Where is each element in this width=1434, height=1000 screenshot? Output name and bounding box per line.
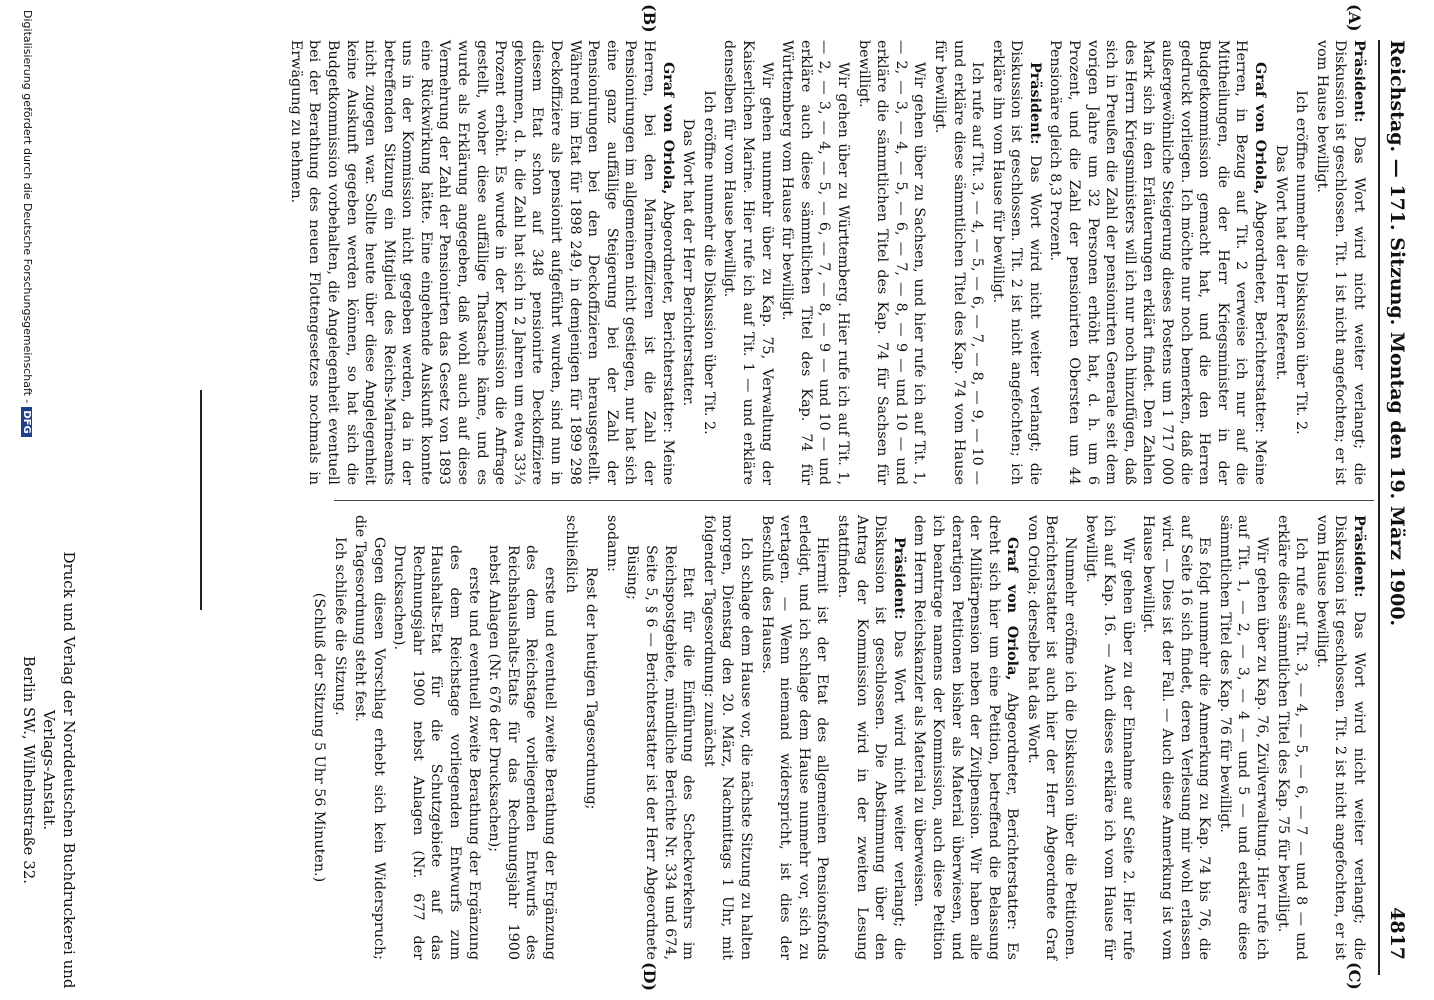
paragraph: Ich schlage dem Hause vor, die nächste Sitzung zu halten morgen, Dienstag den 20. März, Nachmittags 1 Uhr, mit folgender Tagesordnung: zunächst bbox=[700, 515, 754, 960]
paragraph: Wir gehen über zu Kap. 76, Zivilverwaltung. Hier rufe ich auf Tit. 1, — 2, — 3, — 4 — und 5 — und erkläre diese sämmtlichen Titel des Kap. 76 für bewilligt. bbox=[1216, 515, 1271, 960]
paragraph: schließlich bbox=[562, 515, 579, 594]
paragraph: Graf von Oriola, Abgeordneter, Berichterstatter: Meine Herren, bei den Marineoffizieren ist die Zahl der Pensionirungen im allgemeinen nicht gestiegen, nur hat sich eine ganz auffällige Steigerung bei der Zahl der Pensionirungen bei den Deckoffizieren herausgestellt. Während im Etat für 1898 249, in demjenigen für 1899 298 Deckoffiziere als pensionirt aufgeführt wurden, sind nun in diesem Etat schon auf 348 pensionirte Deckoffiziere gekommen, d. h. die Zahl hat sich in 2 Jahren um etwa 33⅓ Prozent erhöht. Es wurde in der Kommission die Anfrage gestellt, woher diese auffällige Thatsache käme, und es wurde als Erklärung angegeben, daß wohl auch auf diese Vermehrung der Zahl der Pensionirten das Gesetz von 1893 eine Rückwirkung hätte. Eine eingehende Auskunft konnte uns in der Kommission nicht gegeben werden, da in der betreffenden Sitzung ein Mitglied des Reichs-Marineamts nicht zugegen war. Sollte heute über diese Angelegenheit keine Auskunft gegeben werden können, so hat sich die Budgetkommission vorbehalten, die Angelegenheit eventuell bei der Berathung des neuen Flottengesetzes nochmals in Erwägung zu nehmen. bbox=[287, 40, 676, 485]
agenda-item: Rest der heutigen Tagesordnung; bbox=[583, 567, 600, 810]
column-separator bbox=[334, 500, 1374, 501]
end-rule-left bbox=[200, 390, 202, 610]
margin-mark-a: (A) bbox=[1345, 4, 1364, 32]
session-end-note: (Schluß der Sitzung 5 Uhr 56 Minuten.) bbox=[310, 592, 327, 883]
paragraph: Nunmehr eröffne ich die Diskussion über die Petitionen. Berichterstatter ist auch hier der Herr Abgeordnete Graf von Oriola; derselbe hat das Wort. bbox=[1024, 515, 1079, 960]
paragraph: Das Wort hat der Herr Referent. bbox=[1272, 144, 1289, 381]
paragraph: Präsident: Das Wort wird nicht weiter verlangt; die Diskussion ist geschlossen. Tit. 1 ist nicht angefochten; er ist vom Hause bewilligt. bbox=[1313, 40, 1367, 485]
header-title: Reichstag. — 171. Sitzung. Montag den 19. März 1900. bbox=[1386, 40, 1408, 627]
paragraph: Gegen diesen Vorschlag erhebt sich kein Widerspruch; die Tagesordnung steht fest. bbox=[352, 515, 387, 960]
paragraph: Graf von Oriola, Abgeordneter, Berichterstatter: Es dreht sich hier um eine Petition, betreffend die Belassung der Militärpension neben der Zivilpension. Wir haben alle derartigen Petitionen bisher als Material überwiesen, und ich beantrage namens der Kommission, auch diese Petition dem Herrn Reichskanzler als Material zu überweisen. bbox=[911, 515, 1021, 960]
digitization-text: Digitalisierung gefördert durch die Deutsche Forschungsgemeinschaft - bbox=[21, 10, 34, 404]
margin-mark-c: (C) bbox=[1345, 962, 1364, 990]
printer-line-2: Berlin SW., Wilhelmstraße 32. bbox=[20, 655, 38, 885]
header-rule bbox=[1378, 40, 1380, 975]
printer-line-1: Druck und Verlag der Norddeutschen Buchdruckerei und Verlags-Anstalt. bbox=[40, 551, 78, 989]
speaker-name: Präsident: bbox=[890, 537, 907, 620]
margin-mark-b: (B) bbox=[640, 4, 659, 33]
right-column bbox=[307, 515, 1368, 960]
agenda-item: Etat für die Einführung des Scheckverkehrs im Reichspostgebiete, mündliche Berichte Nr. 334 und 674, Seite 5, § 6 — Berichterstatter ist der Herr Abgeordnete Büsing; bbox=[624, 545, 697, 960]
paragraph: Ich schließe die Sitzung. bbox=[331, 537, 348, 716]
paragraph: Ich rufe auf Tit. 3, — 4, — 5, — 6, — 7 — und 8 — und erkläre diese sämmtlichen Titel des Kap. 75 für bewilligt. bbox=[1274, 515, 1310, 960]
margin-mark-d: (D) bbox=[640, 962, 659, 992]
paragraph: Wir gehen nunmehr über zu Kap. 75, Verwaltung der Kaiserlichen Marine. Hier rufe ich auf Tit. 1 — und erkläre denselben für vom Hause bewilligt. bbox=[721, 40, 775, 485]
paragraph: Präsident: Das Wort wird nicht weiter verlangt; die Diskussion ist geschlossen. Die Abstimmung über den Antrag der Kommission wird in der zweiten Lesung stattfinden. bbox=[834, 515, 907, 960]
left-column bbox=[284, 40, 1368, 485]
paragraph: Hiermit ist der Etat des allgemeinen Pensionsfonds erledigt, und ich schlage dem Hause nunmehr vor, sich zu vertagen. — Wenn niemand widerspricht, ist dies der Beschluß des Hauses. bbox=[758, 515, 831, 960]
speaker-name: Präsident: bbox=[1351, 40, 1367, 123]
agenda-item: erste und eventuell zweite Berathung der Ergänzung des dem Reichstage vorliegenden Entwurfs zum Haushalts-Etat für die Schutzgebiete auf das Rechnungsjahr 1900 nebst Anlagen (Nr. 677 der Drucksachen). bbox=[391, 545, 482, 960]
page-header bbox=[1376, 40, 1418, 960]
agenda-item: erste und eventuell zweite Berathung der Ergänzung des dem Reichstage vorliegenden Entwurfs des Reichshaushalts-Etats für das Rechnungsjahr 1900 nebst Anlagen (Nr. 676 der Drucksachen); bbox=[486, 545, 559, 960]
paragraph: Das Wort hat der Herr Berichterstatter. bbox=[680, 118, 697, 407]
speaker-name: Graf von Oriola, bbox=[1004, 537, 1021, 681]
paragraph: Präsident: Das Wort wird nicht weiter verlangt; die Diskussion ist geschlossen. Tit. 2 ist nicht angefochten; ich erkläre ihn vom Hause für bewilligt. bbox=[989, 40, 1043, 485]
dfg-logo: DFG bbox=[21, 407, 32, 436]
speaker-name: Präsident: bbox=[1351, 515, 1367, 598]
paragraph: Wir gehen über zu Württemberg. Hier rufe ich auf Tit. 1, — 2, — 3, — 4, — 5, — 6, — 7, — 8, — 9 — und 10 — und erkläre auch diese sämmtlichen Titel des Kap. 74 für Württemberg vom Hause für bewilligt. bbox=[779, 40, 851, 485]
paragraph: Wir gehen über zu der Einnahme auf Seite 2. Hier rufe ich auf Kap. 16. — Auch dieses erkläre ich vom Hause für bewilligt. bbox=[1082, 515, 1136, 960]
paragraph: Ich rufe auf Tit. 3, — 4, — 5, — 6, — 7, — 8, — 9, — 10 — und erkläre diese sämmtlichen Titel des Kap. 74 vom Hause für bewilligt. bbox=[931, 40, 986, 485]
paragraph: Wir gehen über zu Sachsen, und hier rufe ich auf Tit. 1, — 2, — 3, — 4, — 5, — 6, — 7, — 8, — 9 — und 10 — und erkläre die sämmtlichen Titel des Kap. 74 für Sachsen für bewilligt. bbox=[855, 40, 928, 485]
paragraph: Ich eröffne nunmehr die Diskussion über Tit. 2. bbox=[1293, 90, 1310, 435]
paragraph: Graf von Oriola, Abgeordneter, Berichterstatter: Meine Herren, in Bezug auf Tit. 2 verweise ich nur auf die Mittheilungen, die der Herr Kriegsminister in der Budgetkommission gemacht hat, und die den Herren gedruckt vorliegen. Ich möchte nur noch bemerken, daß die außergewöhnliche Steigerung dieses Postens um 1 717 000 Mark sich in den Erläuterungen erklärt findet. Den Zahlen des Herrn Kriegsministers will ich nur noch hinzufügen, daß sich in Preußen die Zahl der pensionirten Generale seit dem vorigen Jahre um 32 Personen erhöht hat, d. h. um 6 Prozent, und die Zahl der pensionirten Obersten um 44 Pensionäre gleich 8,3 Prozent. bbox=[1047, 40, 1269, 485]
paragraph: sodann: bbox=[603, 515, 620, 572]
paragraph: Präsident: Das Wort wird nicht weiter verlangt; die Diskussion ist geschlossen. Tit. 2 ist nicht angefochten, er ist vom Hause bewilligt. bbox=[1313, 515, 1367, 960]
speaker-name: Präsident: bbox=[1026, 62, 1043, 145]
speaker-name: Graf von Oriola, bbox=[659, 62, 676, 195]
paragraph: Ich eröffne nunmehr die Diskussion über Tit. 2. bbox=[700, 90, 717, 435]
paragraph: Es folgt nunmehr die Anmerkung zu Kap. 74 bis 76, die auf Seite 16 sich findet, deren Verlesung mir wohl erlassen wird. — Dies ist der Fall. — Auch diese Anmerkung ist vom Hause bewilligt. bbox=[1140, 515, 1213, 960]
digitization-note bbox=[21, 10, 34, 990]
page-number: 4817 bbox=[1386, 907, 1408, 960]
speaker-name: Graf von Oriola, bbox=[1252, 62, 1269, 195]
